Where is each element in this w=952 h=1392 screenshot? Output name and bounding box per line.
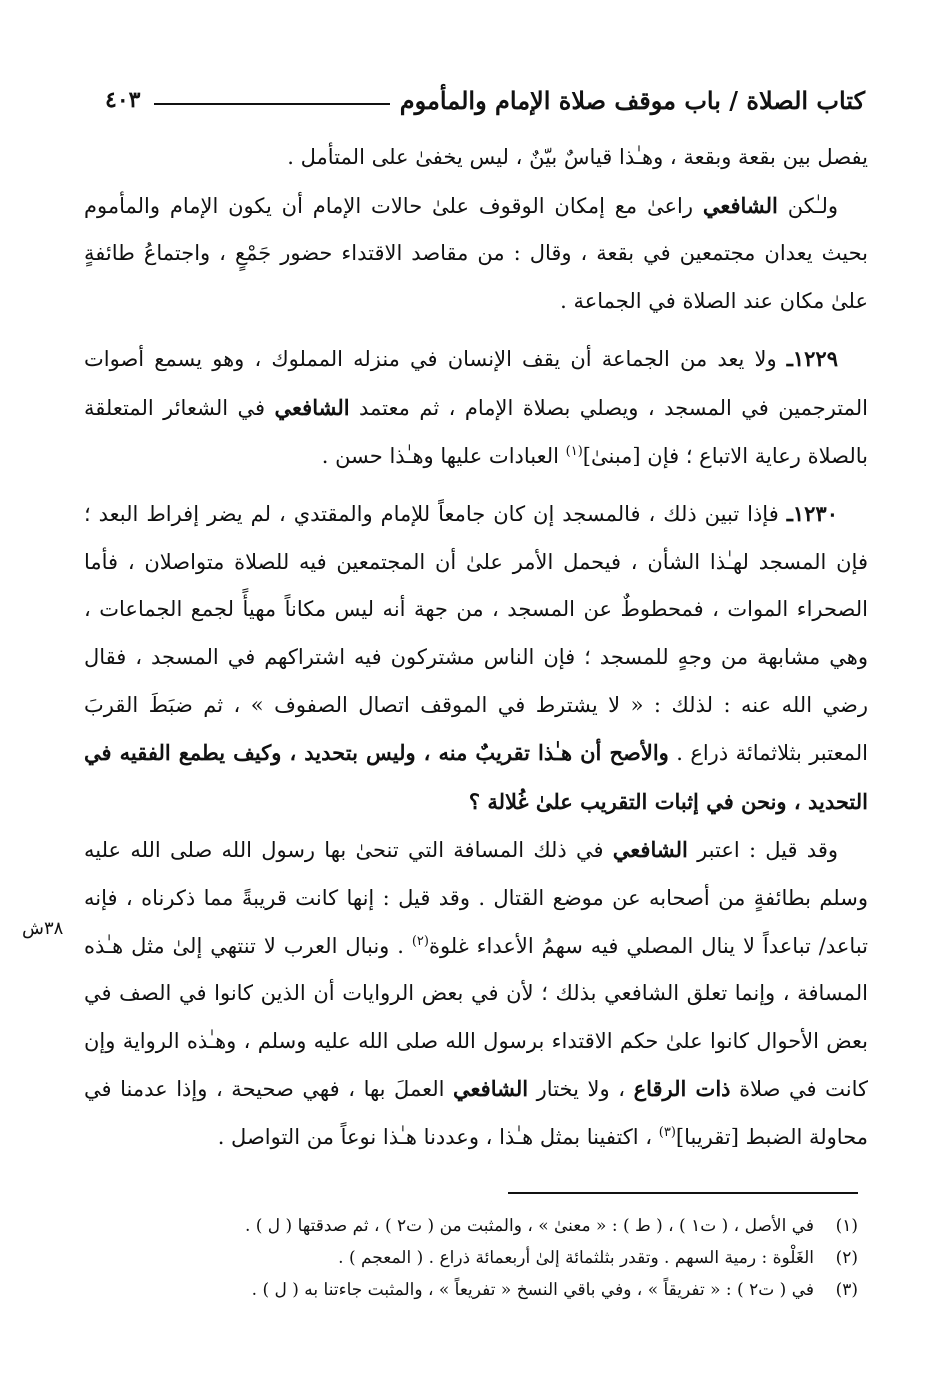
footnote	[90, 1242, 858, 1274]
text-run: راعىٰ مع إمكان الوقوف علىٰ حالات الإمام أن يكون الإمام والمأموم بحيث يعدان مجتمعين في بقعة ، وقال : من مقاصد الاقتداء حضور جَمْعٍ ، واجتماعُ طائفةٍ علىٰ مكان عند الصلاة في الجماعة .	[84, 193, 868, 313]
emphasis-riqa: ذات الرقاع	[633, 1076, 731, 1102]
page-number: ٤٠٣	[105, 87, 141, 113]
paragraph	[84, 182, 868, 326]
text-run: ، اكتفينا بمثل هـٰذا ، وعددنا هـٰذا نوعاً من التواصل .	[217, 1124, 659, 1149]
text-run: وقد قيل : اعتبر	[687, 838, 838, 863]
footnote-number: (٣)	[835, 1280, 858, 1300]
issue-number: ١٢٢٩ـ	[786, 346, 838, 372]
issue-number: ١٢٣٠ـ	[786, 501, 838, 527]
text-run: ولـٰكن	[777, 193, 838, 218]
margin-note: ٣٨ش	[22, 918, 64, 939]
paragraph	[84, 826, 868, 1161]
page-header	[105, 78, 865, 122]
paragraph-continuation: يفصل بين بقعة وبقعة ، وهـٰذا قياسٌ بيّنٌ ، ليس يخفىٰ على المتأمل .	[287, 145, 868, 169]
footnote	[90, 1210, 858, 1242]
footnote-number: (٢)	[835, 1248, 858, 1268]
text-run: . ونبال العرب لا تنتهي إلىٰ مثل هـٰذه المسافة ، وإنما تعلق الشافعي بذلك ؛ لأن في بعض الروايات أن الذين كانوا في الصف في بعض الأحوال كانوا علىٰ حكم الاقتداء برسول الله صلى الله عليه وسلم ، وهـٰذه الرواية وإن كانت في صلاة	[84, 933, 869, 1102]
footnote-text: في ( ت٢ ) : « تفريقاً » ، وفي باقي النسخ « تفريعاً » ، والمثبت جاءتنا به ( ل ) .	[251, 1280, 814, 1300]
paragraph-1230	[84, 490, 868, 826]
footnote-number: (١)	[835, 1216, 858, 1236]
emphasis-shafii: الشافعي	[274, 394, 350, 420]
emphasis-shafii: الشافعي	[702, 192, 778, 218]
footnotes	[90, 1210, 858, 1306]
running-head: كتاب الصلاة / باب موقف صلاة الإمام والمأموم	[399, 85, 865, 115]
text-run: العبادات عليها وهـٰذا حسن .	[321, 443, 566, 468]
footnote-text: في الأصل ، ( ت١ ) ، ( ط ) : « معنىٰ » ، والمثبت من ( ت٢ ) ، ثم صدقتها ( ل ) .	[244, 1216, 814, 1236]
text-run: ولا يعد من الجماعة أن يقف الإنسان في منزله المملوك ، وهو يسمع أصوات المترجمين في المسجد ، ويصلي بصلاة الإمام ، ثم معتمد	[84, 347, 869, 420]
footnote-rule	[508, 1192, 858, 1194]
text-run: فإذا تبين ذلك ، فالمسجد إن كان جامعاً للإمام والمقتدي ، لم يضر إفراط البعد ؛ فإن المسجد لهـٰذا الشأن ، فيحمل الأمر علىٰ أن المجتمعين فيه للصلاة متواصلان ، فأما الصحراء الموات ، فمحطوطٌ عن المسجد ، من جهة أنه ليس مكاناً مهيأً لجمع الجماعات ، وهي مشابهة من وجهٍ للمسجد ؛ فإن الناس مشتركون فيه اشتراكهم في المسجد ، فقال رضي الله عنه : لذلك : « لا يشترط في الموقف اتصال الصفوف » ، ثم ضبَطَ القربَ المعتبر بثلاثمائة ذراع .	[84, 502, 868, 766]
emphasis-shafii: الشافعي	[612, 837, 688, 863]
emphasis-shafii: الشافعي	[453, 1076, 529, 1102]
footnote-ref[interactable]: (٢)	[411, 933, 429, 949]
footnote-text: الغَلْوة : رمية السهم . وتقدر بثلثمائة إلىٰ أربعمائة ذراع . ( المعجم ) .	[338, 1248, 814, 1268]
paragraph-1229	[84, 335, 868, 480]
header-rule	[154, 103, 389, 105]
footnote	[90, 1274, 858, 1306]
text-run: في الشعائر المتعلقة بالصلاة رعاية الاتباع ؛ فإن [مبنىٰ]	[84, 395, 868, 468]
emphasis-ruling: والأصح أن هـٰذا تقريبٌ منه ، وليس بتحديد ، وكيف يطمع الفقيه في التحديد ، ونحن في إثبات التقريب علىٰ غُلالة ؟	[84, 740, 868, 814]
main-text	[84, 134, 868, 1161]
text-run: العملَ بها ، فهي صحيحة ، وإذا عدمنا في محاولة الضبط [تقريبا]	[84, 1077, 868, 1149]
footnote-ref[interactable]: (١)	[565, 443, 583, 459]
text-run: ، ولا يختار	[528, 1077, 634, 1102]
footnote-ref[interactable]: (٣)	[658, 1124, 676, 1140]
text-run: في ذلك المسافة التي تنحىٰ بها رسول الله صلى الله عليه وسلم بطائفةٍ من أصحابه عن موضع القتال . وقد قيل : إنها كانت قريبةً مما ذكرناه ، فإنه تباعد/ تباعداً لا ينال المصلي فيه سهمُ الأعداء غلوة	[84, 838, 868, 958]
